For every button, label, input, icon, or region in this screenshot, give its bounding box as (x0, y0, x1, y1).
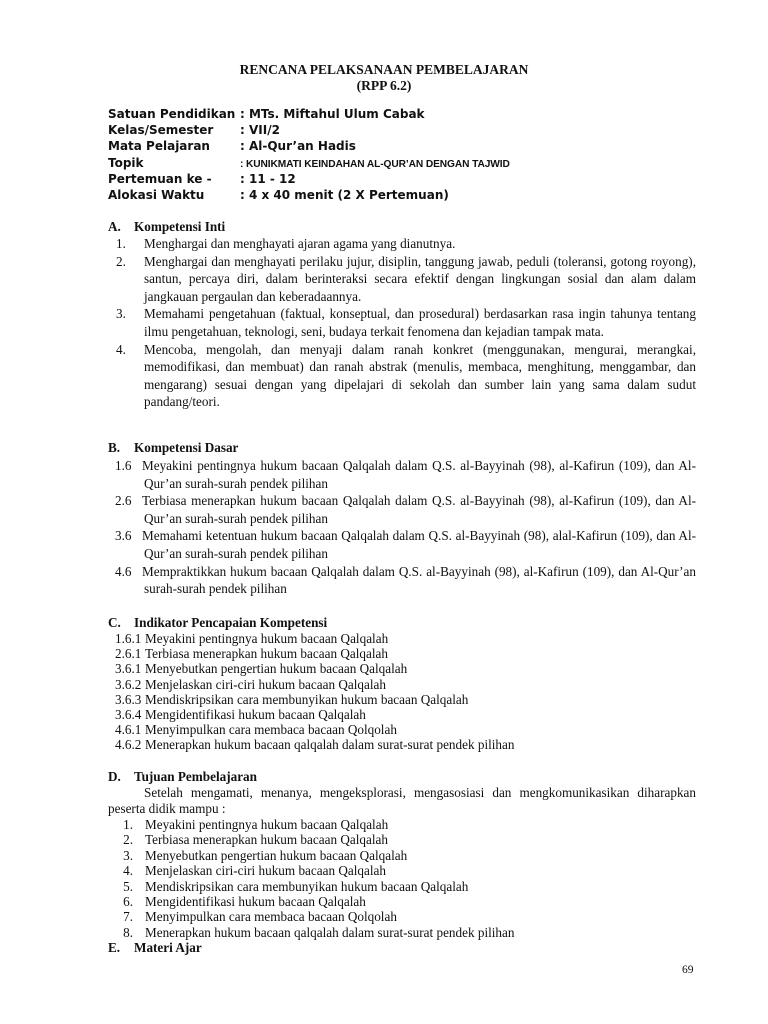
info-row (108, 122, 510, 138)
objective-item (108, 848, 696, 863)
item-text: Meyakini pentingnya hukum bacaan Qalqalah dalam Q.S. al-Bayyinah (98), al-Kafirun (109), dan Al-Qur’an surah-surah pendek pilihan (142, 458, 696, 491)
item-text: Menerapkan hukum bacaan qalqalah dalam surat-surat pendek pilihan (145, 737, 515, 753)
list-item (108, 235, 696, 253)
section-letter: D. (108, 769, 121, 784)
info-block (108, 106, 510, 203)
section-heading (108, 439, 696, 456)
item-number: 3.6.1 (115, 661, 142, 677)
list-item (108, 253, 696, 306)
info-label: Pertemuan ke - (108, 171, 212, 186)
item-number: 4.6.2 (115, 737, 142, 753)
section-heading (108, 769, 696, 785)
indicator-item (108, 631, 696, 646)
item-text: Terbiasa menerapkan hukum bacaan Qalqalah (145, 646, 388, 662)
info-label: Kelas/Semester (108, 123, 214, 138)
item-number: 4. (116, 341, 126, 357)
item-text: Meyakini pentingnya hukum bacaan Qalqalah (145, 631, 389, 646)
item-number: 8. (123, 924, 133, 940)
item-text: Menghargai dan menghayati perilaku jujur, disiplin, tanggung jawab, peduli (toleransi, gotong royong), santun, percaya diri, dalam berinteraksi secara efektif dengan lingkungan sosial dan alam dalam jangkauan pergaulan dan keberadaannya. (144, 253, 696, 304)
item-text: Mengidentifikasi hukum bacaan Qalqalah (145, 706, 366, 722)
item-text: Menjelaskan ciri-ciri hukum bacaan Qalqalah (145, 676, 386, 692)
document-subtitle: (RPP 6.2) (356, 78, 412, 93)
info-value: : MTs. Miftahul Ulum Cabak (240, 107, 425, 121)
item-number: 1. (123, 817, 133, 832)
indicator-item (108, 737, 696, 752)
list-item (108, 457, 696, 492)
info-label: Topik (108, 155, 144, 170)
item-number: 1.6.1 (115, 631, 142, 646)
info-value: : 4 x 40 menit (2 X Pertemuan) (240, 187, 449, 202)
item-text: Terbiasa menerapkan hukum bacaan Qalqalah (145, 832, 388, 848)
section-title: Kompetensi Dasar (134, 440, 239, 455)
item-number: 4.6 (115, 563, 132, 579)
indicator-item (108, 707, 696, 722)
item-number: 3.6.2 (115, 676, 142, 692)
info-row (108, 106, 510, 122)
list-item (108, 305, 696, 340)
info-row (108, 187, 510, 203)
section-kompetensi-inti (108, 218, 696, 411)
section-tujuan (108, 769, 696, 956)
list-item (108, 527, 696, 562)
item-number: 3.6.4 (115, 706, 142, 722)
item-text: Menjelaskan ciri-ciri hukum bacaan Qalqalah (145, 863, 386, 879)
objective-item (108, 925, 696, 940)
item-text: Meyakini pentingnya hukum bacaan Qalqalah (145, 817, 389, 832)
section-title: Tujuan Pembelajaran (134, 769, 257, 784)
item-number: 3.6.3 (115, 691, 142, 707)
section-title: Materi Ajar (134, 940, 202, 956)
item-number: 7. (123, 909, 133, 925)
indicator-item (108, 661, 696, 676)
item-text: Mempraktikkan hukum bacaan Qalqalah dalam Q.S. al-Bayyinah (98), al-Kafirun (109), dan Al-Qur’an surah-surah pendek pilihan (142, 563, 696, 597)
item-number: 4.6.1 (115, 722, 142, 738)
objective-item (108, 832, 696, 847)
item-number: 3.6 (115, 528, 132, 544)
section-letter: B. (108, 440, 121, 455)
item-number: 2. (123, 832, 133, 848)
section-intro: Setelah mengamati, menanya, mengeksplorasi, mengasosiasi dan mengkomunikasikan diharapkan peserta didik mampu : (108, 785, 696, 816)
section-heading (108, 940, 696, 956)
objective-item (108, 879, 696, 894)
objective-item (108, 909, 696, 924)
section-title: Kompetensi Inti (134, 219, 226, 234)
item-number: 1. (116, 236, 126, 251)
item-number: 5. (123, 878, 133, 894)
section-letter: C. (108, 615, 121, 630)
list-item (108, 563, 696, 598)
section-title: Indikator Pencapaian Kompetensi (134, 615, 328, 630)
item-number: 6. (123, 893, 133, 909)
info-row (108, 155, 510, 171)
item-text: Mengidentifikasi hukum bacaan Qalqalah (145, 893, 366, 909)
indicator-item (108, 692, 696, 707)
item-number: 4. (123, 863, 133, 879)
item-number: 3. (123, 847, 133, 863)
item-text: Mendiskripsikan cara membunyikan hukum bacaan Qalqalah (145, 878, 469, 894)
indicator-item (108, 722, 696, 737)
info-row (108, 171, 510, 187)
section-indikator (108, 614, 696, 753)
item-number: 3. (116, 306, 126, 322)
indicator-item (108, 677, 696, 692)
item-text: Mencoba, mengolah, dan menyaji dalam ranah konkret (menggunakan, mengurai, merangkai, memodifikasi, dan membuat) dan ranah abstrak (menulis, membaca, menghitung, menggambar, dan mengarang) sesuai dengan yang dipelajari di sekolah dan sumber lain yang sama dalam sudut pandang/teori. (144, 341, 696, 410)
section-letter: E. (108, 940, 121, 956)
section-letter: A. (108, 219, 121, 234)
info-value: : KUNIKMATI KEINDAHAN AL-QUR’AN DENGAN TAJWID (240, 158, 510, 170)
list-item (108, 341, 696, 411)
info-value: : 11 - 12 (240, 171, 296, 186)
item-text: Menyimpulkan cara membaca bacaan Qolqolah (145, 722, 397, 738)
item-text: Mendiskripsikan cara membunyikan hukum bacaan Qalqalah (145, 691, 469, 707)
objective-item (108, 894, 696, 909)
item-text: Memahami pengetahuan (faktual, konseptual, dan prosedural) berdasarkan rasa ingin tahunya tentang ilmu pengetahuan, teknologi, seni, budaya terkait fenomena dan kejadian tampak mata. (144, 306, 696, 339)
section-heading (108, 218, 696, 235)
item-number: 2. (116, 253, 126, 269)
indicator-item (108, 646, 696, 661)
item-text: Menyebutkan pengertian hukum bacaan Qalqalah (145, 847, 408, 863)
section-kompetensi-dasar (108, 439, 696, 598)
section-heading (108, 614, 696, 631)
info-row (108, 138, 510, 154)
objective-item (108, 817, 696, 832)
item-text: Menyebutkan pengertian hukum bacaan Qalqalah (145, 661, 408, 677)
page-number: 69 (682, 964, 694, 976)
objective-item (108, 863, 696, 878)
item-text: Memahami ketentuan hukum bacaan Qalqalah dalam Q.S. al-Bayyinah (98), alal-Kafirun (109), dan Al-Qur’an surah-surah pendek pilihan (142, 528, 696, 561)
item-number: 2.6 (115, 493, 132, 509)
document-title: RENCANA PELAKSANAAN PEMBELAJARAN (239, 62, 529, 77)
item-text: Menerapkan hukum bacaan qalqalah dalam surat-surat pendek pilihan (145, 924, 515, 940)
info-value: : VII/2 (240, 123, 280, 138)
item-text: Menyimpulkan cara membaca bacaan Qolqolah (145, 909, 397, 925)
info-label: Satuan Pendidikan (108, 107, 236, 121)
info-label: Mata Pelajaran (108, 139, 210, 154)
item-text: Terbiasa menerapkan hukum bacaan Qalqalah dalam Q.S. al-Bayyinah (98), al-Kafirun (109), dan Al-Qur’an surah-surah pendek pilihan (142, 493, 696, 526)
item-number: 2.6.1 (115, 646, 142, 662)
list-item (108, 492, 696, 527)
item-number: 1.6 (115, 458, 132, 473)
info-value: : Al-Qur’an Hadis (240, 139, 356, 154)
info-label: Alokasi Waktu (108, 187, 205, 202)
item-text: Menghargai dan menghayati ajaran agama yang dianutnya. (144, 236, 456, 251)
